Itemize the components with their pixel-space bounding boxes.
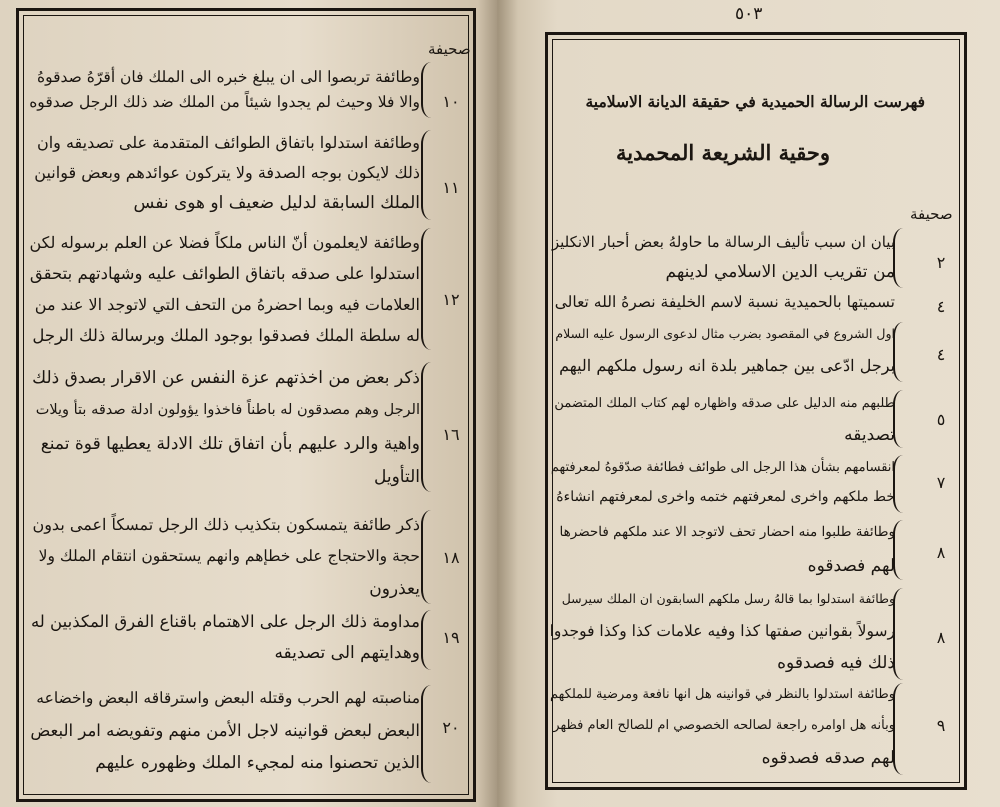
right-entry-line: وطائفة استدلوا بالنظر في قوانينه هل انها نافعة ومرضية للملكهم	[550, 687, 895, 702]
left-entry-line: البعض لبعض قوانينه لاجل الأمن منهم وتفويضه امر البعض	[30, 721, 420, 740]
right-column-header: صحيفة	[910, 205, 953, 223]
right-entry-line: تصديقه	[844, 425, 895, 445]
right-entry-page-number: ٤	[936, 345, 946, 364]
left-entry-page-number: ١٨	[442, 548, 460, 567]
index-title-line-2: وحقية الشريعة المحمدية	[616, 140, 830, 165]
left-entry-page-number: ١٢	[442, 290, 460, 309]
left-entry-brace	[421, 685, 432, 783]
left-entry-page-number: ١٦	[442, 425, 460, 444]
right-entry-page-number: ٩	[936, 716, 946, 735]
right-entry-line: تسميتها بالحميدية نسبة لاسم الخليفة نصرهُ الله تعالى	[554, 293, 895, 311]
index-title-line-1: فهرست الرسالة الحميدية في حقيقة الديانة الاسلامية	[585, 92, 925, 111]
left-entry-line: حجة والاحتجاج على خطإهم وانهم يستحقون انتقام الملك ولا	[38, 547, 420, 565]
left-entry-page-number: ١١	[442, 178, 460, 197]
left-entry-line: العلامات فيه وبما احضرهُ من التحف التي لاتوجد الا عند من	[34, 295, 420, 314]
left-entry-line: يعذرون	[369, 579, 420, 599]
left-entry-line: وطائفة استدلوا باتفاق الطوائف المتقدمة على تصديقه وان	[36, 133, 420, 152]
left-entry-line: استدلوا على صدقه باتفاق الطوائف عليه وشهادتهم بتحقق	[29, 264, 420, 283]
right-entry-line: ذلك فيه فصدقوه	[777, 653, 895, 673]
left-entry-line: وطائفة لايعلمون أنّ الناس ملكاً فضلا عن العلم برسوله لكن	[29, 233, 420, 252]
page-number: ٥٠٣	[735, 4, 763, 24]
left-entry-line: واهية والرد عليهم بأن اتفاق تلك الادلة يعطيها قوة تمنع	[40, 434, 420, 454]
right-entry-line: وطائفة استدلوا بما قالهُ رسل ملكهم السابقون ان الملك سيرسل	[561, 591, 895, 606]
right-entry-page-number: ٨	[936, 628, 946, 647]
right-entry-line: وبأنه هل اوامره راجعة لصالحه الخصوصي ام للصالح العام فظهر	[553, 718, 895, 733]
right-entry-line: من تقريب الدين الاسلامي لدينهم	[665, 262, 895, 282]
left-entry-line: الملك السابقة لدليل ضعيف او هوى نفس	[133, 193, 420, 213]
right-entry-line: طلبهم منه الدليل على صدقه واظهاره لهم كتاب الملك المتضمن	[554, 396, 895, 411]
left-entry-line: ذكر بعض من اخذتهم عزة النفس عن الاقرار بصدق ذلك	[32, 368, 420, 388]
right-entry-page-number: ٧	[936, 473, 946, 492]
right-entry-line: خط ملكهم واخرى لمعرفتهم ختمه واخرى لمعرفتهم انشاءهُ	[556, 489, 895, 505]
right-entry-line: برجل ادّعى بين جماهير بلدة انه رسول ملكهم اليهم	[559, 356, 895, 375]
left-entry-line: والا فلا وحيث لم يجدوا شيئاً من الملك ضد ذلك الرجل صدقوه	[29, 93, 420, 111]
left-entry-line: الرجل وهم مصدقون له باطناً فاخذوا يؤولون ادلة صدقه بتأ ويلات	[35, 402, 420, 418]
left-entry-line: له سلطة الملك فصدقوا بوجود الملك وبرسالة ذلك الرجل	[32, 326, 420, 345]
right-entry-line: وطائفة طلبوا منه احضار تحف لاتوجد الا عند ملكهم فاحضرها	[559, 524, 895, 540]
left-entry-brace	[421, 228, 432, 350]
right-entry-line: لهم فصدقوه	[807, 556, 895, 576]
right-entry-line: بيان ان سبب تأليف الرسالة ما حاولهُ بعض أحبار الانكليز	[551, 233, 895, 251]
left-entry-page-number: ١٠	[442, 92, 460, 111]
right-entry-line: رسولاً بقوانين صفتها كذا وفيه علامات كذا وكذا فوجدوا	[549, 622, 895, 640]
right-entry-line: لهم صدقه فصدقوه	[761, 748, 895, 768]
right-entry-line: اول الشروع في المقصود بضرب مثال لدعوى الرسول عليه السلام	[555, 326, 895, 341]
left-entry-page-number: ١٩	[442, 628, 460, 647]
left-entry-brace	[421, 510, 432, 604]
left-entry-line: مناصبته لهم الحرب وقتله البعض واسترقاقه البعض واخضاعه	[36, 689, 420, 707]
right-entry-line: انقسامهم بشأن هذا الرجل الى طوائف فطائفة صدّقوهُ لمعرفتهم	[550, 460, 895, 475]
left-entry-line: مداومة ذلك الرجل على الاهتمام باقناع الفرق المكذبين له	[30, 612, 420, 631]
book-gutter	[478, 0, 518, 807]
right-entry-page-number: ٨	[936, 543, 946, 562]
left-entry-brace	[421, 362, 432, 492]
right-entry-page-number: ٥	[936, 410, 946, 429]
left-entry-brace	[421, 62, 432, 118]
left-entry-brace	[421, 610, 432, 670]
left-entry-line: وهدايتهم الى تصديقه	[274, 643, 420, 663]
left-entry-page-number: ٢٠	[442, 718, 460, 737]
right-entry-page-number: ٤	[936, 297, 946, 316]
left-entry-line: وطائفة تربصوا الى ان يبلغ خبره الى الملك فان أقرّهُ صدقوهُ	[36, 68, 420, 86]
right-entry-page-number: ٢	[936, 253, 946, 272]
left-entry-line: التأويل	[373, 467, 420, 487]
left-entry-line: ذكر طائفة يتمسكون بتكذيب ذلك الرجل تمسكاً اعمى بدون	[32, 515, 420, 534]
left-entry-line: ذلك لايكون بوجه الصدفة ولا يتركون عوائدهم وبعض قوانين	[34, 163, 420, 182]
left-entry-brace	[421, 130, 432, 220]
left-column-header: صحيفة	[428, 40, 471, 58]
left-entry-line: الذين تحصنوا منه لمجيء الملك وظهوره عليهم	[95, 753, 420, 773]
